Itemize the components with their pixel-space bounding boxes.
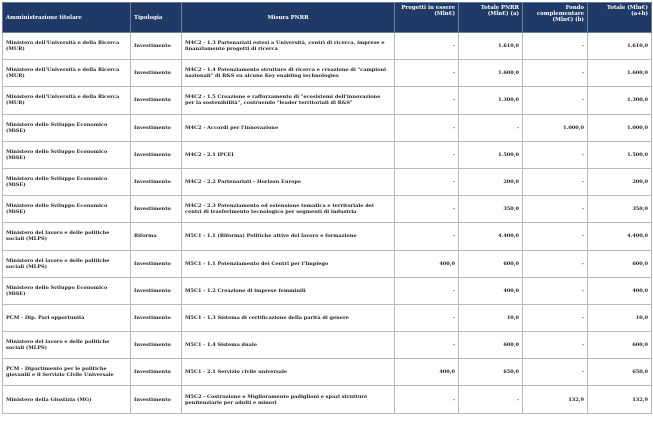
cell-tipologia: Investimento [131,33,182,60]
cell-progetti: - [395,223,459,250]
cell-progetti: 400,0 [395,359,459,386]
cell-progetti: - [395,141,459,168]
cell-totale-pnrr: 650,0 [459,359,523,386]
cell-tipologia: Investimento [131,359,182,386]
cell-totale-pnrr: 1.610,0 [459,33,523,60]
cell-totale: 1.300,0 [588,87,652,114]
col-header-totale: Totale (Mln€) (a+b) [588,3,652,33]
cell-tipologia: Investimento [131,304,182,331]
col-header-totale-pnrr: Totale PNRR (Mln€) (a) [459,3,523,33]
cell-totale: 1.610,0 [588,33,652,60]
cell-progetti: 400,0 [395,250,459,277]
cell-misura: M4C2 - 1.4 Potenziamento strutture di ricerca e creazione di "campioni nazionali" di R&S su alcune Key enabling technologies [182,60,395,87]
cell-misura: M4C2 - 1.5 Creazione e rafforzamento di "ecosistemi dell'innovazione per la sostenibilità", costruendo "leader territoriali di R&S" [182,87,395,114]
cell-fondo: - [523,332,588,359]
table-row [3,60,652,87]
cell-totale-pnrr: 400,0 [459,277,523,304]
cell-totale-pnrr: 600,0 [459,250,523,277]
table-row [3,304,652,331]
cell-totale: 132,9 [588,386,652,413]
table-row [3,277,652,304]
cell-totale: 1.500,0 [588,141,652,168]
cell-totale-pnrr: 600,0 [459,332,523,359]
cell-progetti: - [395,304,459,331]
cell-fondo: - [523,168,588,195]
cell-totale-pnrr: - [459,114,523,141]
cell-fondo: 1.000,0 [523,114,588,141]
cell-totale: 350,0 [588,196,652,223]
cell-misura: M5C1 - 1.2 Creazione di imprese femminili [182,277,395,304]
cell-fondo: - [523,87,588,114]
cell-tipologia: Investimento [131,386,182,413]
cell-admin: Ministero dell'Università e della Ricerca (MUR) [3,60,131,87]
cell-fondo: - [523,277,588,304]
cell-totale-pnrr: 200,0 [459,168,523,195]
cell-admin: Ministero dello Sviluppo Economico (MiSE) [3,114,131,141]
table-row [3,332,652,359]
cell-misura: M4C2 - 2.2 Partenariati - Horizon Europe [182,168,395,195]
table-row [3,196,652,223]
cell-admin: Ministero del lavoro e delle politiche sociali (MLPS) [3,332,131,359]
cell-fondo: 132,9 [523,386,588,413]
cell-tipologia: Investimento [131,168,182,195]
header-row [3,3,652,33]
cell-misura: M4C2 - 2.1 IPCEI [182,141,395,168]
cell-fondo: - [523,359,588,386]
cell-admin: PCM - Dip. Pari opportunità [3,304,131,331]
col-header-misura: Misura PNRR [182,3,395,33]
cell-progetti: - [395,277,459,304]
cell-misura: M4C2 - 1.3 Partenariati estesi a Università, centri di ricerca, imprese e finanziamento progetti di ricerca [182,33,395,60]
cell-fondo: - [523,141,588,168]
cell-fondo: - [523,196,588,223]
table-row [3,386,652,413]
cell-fondo: - [523,33,588,60]
cell-totale-pnrr: 1.600,0 [459,60,523,87]
cell-tipologia: Investimento [131,277,182,304]
cell-tipologia: Investimento [131,60,182,87]
cell-misura: M5C1 - 2.1 Servizio civile universale [182,359,395,386]
cell-progetti: - [395,60,459,87]
cell-tipologia: Investimento [131,250,182,277]
cell-admin: Ministero del lavoro e delle politiche sociali (MLPS) [3,223,131,250]
cell-tipologia: Investimento [131,141,182,168]
cell-tipologia: Investimento [131,114,182,141]
cell-misura: M5C1 - 1.1 Potenziamento dei Centri per l'Impiego [182,250,395,277]
cell-progetti: - [395,87,459,114]
cell-admin: Ministero dello Sviluppo Economico (MiSE) [3,196,131,223]
table-row [3,87,652,114]
table-row [3,141,652,168]
cell-misura: M5C1 - 1.4 Sistema duale [182,332,395,359]
cell-fondo: - [523,250,588,277]
table-row [3,114,652,141]
cell-progetti: - [395,168,459,195]
cell-totale-pnrr: 1.500,0 [459,141,523,168]
cell-progetti: - [395,196,459,223]
cell-progetti: - [395,332,459,359]
cell-progetti: - [395,33,459,60]
cell-admin: Ministero dell'Università e della Ricerca (MUR) [3,87,131,114]
cell-totale: 1.600,0 [588,60,652,87]
cell-totale: 10,0 [588,304,652,331]
cell-misura: M4C2 - Accordi per l'innovazione [182,114,395,141]
cell-misura: M4C2 - 2.3 Potenziamento ed estensione tematica e territoriale dei centri di trasferimento tecnologico per segmenti di industria [182,196,395,223]
cell-fondo: - [523,223,588,250]
col-header-admin: Amministrazione titolare [3,3,131,33]
cell-progetti: - [395,386,459,413]
cell-misura: M5C1 - 1.3 Sistema di certificazione della parità di genere [182,304,395,331]
cell-admin: Ministero della Giustizia (MG) [3,386,131,413]
col-header-fondo: Fondo complementare (Mln€) (b) [523,3,588,33]
cell-totale-pnrr: 4.400,0 [459,223,523,250]
cell-admin: Ministero dello Sviluppo Economico (MiSE) [3,277,131,304]
cell-admin: Ministero dell'Università e della Ricerca (MUR) [3,33,131,60]
cell-totale: 200,0 [588,168,652,195]
cell-totale-pnrr: - [459,386,523,413]
cell-totale: 1.000,0 [588,114,652,141]
table-row [3,223,652,250]
cell-fondo: - [523,304,588,331]
cell-totale: 400,0 [588,277,652,304]
cell-admin: PCM - Dipartimento per le politiche giovanili e il Servizio Civile Universale [3,359,131,386]
table-row [3,33,652,60]
cell-misura: M5C1 - 1.1 (Riforma) Politiche attive del lavoro e formazione [182,223,395,250]
col-header-progetti: Progetti in essere (Mln€) [395,3,459,33]
cell-totale-pnrr: 350,0 [459,196,523,223]
cell-totale: 600,0 [588,250,652,277]
cell-tipologia: Investimento [131,332,182,359]
cell-tipologia: Investimento [131,196,182,223]
cell-totale-pnrr: 10,0 [459,304,523,331]
cell-fondo: - [523,60,588,87]
cell-admin: Ministero dello Sviluppo Economico (MiSE) [3,168,131,195]
cell-totale: 4.400,0 [588,223,652,250]
cell-totale: 600,0 [588,332,652,359]
cell-admin: Ministero dello Sviluppo Economico (MiSE) [3,141,131,168]
table-row [3,359,652,386]
cell-totale: 650,0 [588,359,652,386]
cell-totale-pnrr: 1.300,0 [459,87,523,114]
cell-progetti: - [395,114,459,141]
table-row [3,168,652,195]
col-header-tipologia: Tipologia [131,3,182,33]
cell-admin: Ministero del lavoro e delle politiche sociali (MLPS) [3,250,131,277]
cell-misura: M5C2 - Costruzione e Miglioramento padiglioni e spazi strutture penitenziarie per adulti e minori [182,386,395,413]
cell-tipologia: Investimento [131,87,182,114]
table-row [3,250,652,277]
cell-tipologia: Riforma [131,223,182,250]
pnrr-table [2,2,652,414]
